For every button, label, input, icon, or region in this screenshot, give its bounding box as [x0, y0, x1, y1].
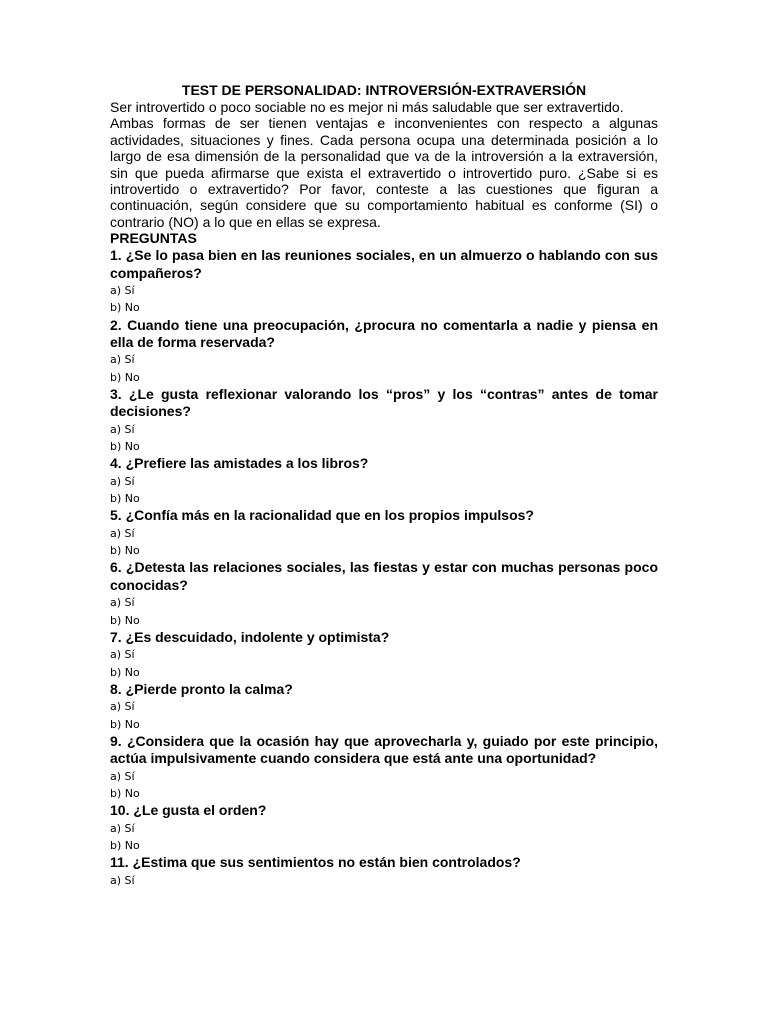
question-item	[110, 559, 658, 628]
answer-option-yes[interactable]: a) Sí	[110, 648, 135, 662]
question-item	[110, 317, 658, 386]
intro-section	[110, 99, 658, 230]
answer-option-no[interactable]: b) No	[110, 370, 140, 384]
question-item	[110, 733, 658, 802]
answer-option-yes[interactable]: a) Sí	[110, 526, 135, 540]
answer-option-no[interactable]: b) No	[110, 717, 140, 731]
question-item	[110, 247, 658, 316]
document-page	[110, 82, 658, 889]
answer-option-yes[interactable]: a) Sí	[110, 769, 135, 783]
question-item	[110, 455, 658, 507]
question-text: 7. ¿Es descuidado, indolente y optimista?	[110, 628, 390, 645]
question-text: 2. Cuando tiene una preocupación, ¿procura no comentarla a nadie y piensa en ella de forma reservada?	[110, 316, 658, 351]
answer-option-no[interactable]: b) No	[110, 838, 140, 852]
intro-paragraph: Ambas formas de ser tienen ventajas e inconvenientes con respecto a algunas actividades, situaciones y fines. Cada persona ocupa una determinada posición a lo largo de esa dimensión de la personalidad que va de la introversión a la extraversión, sin que pueda afirmarse que exista el extravertido o introvertido puro. ¿Sabe si es introvertido o extravertido? Por favor, conteste a las cuestiones que figuran a continuación, según considere que su comportamiento habitual es conforme (SI) o contrario (NO) a lo que en ellas se expresa.	[110, 115, 658, 230]
answer-option-no[interactable]: b) No	[110, 301, 140, 315]
question-item	[110, 681, 658, 733]
question-text: 5. ¿Confía más en la racionalidad que en los propios impulsos?	[110, 507, 534, 524]
question-item	[110, 802, 658, 854]
answer-option-no[interactable]: b) No	[110, 544, 140, 558]
answer-option-yes[interactable]: a) Sí	[110, 422, 135, 436]
answer-option-no[interactable]: b) No	[110, 440, 140, 454]
section-heading: PREGUNTAS	[110, 230, 197, 247]
answer-option-no[interactable]: b) No	[110, 786, 140, 800]
answer-option-yes[interactable]: a) Sí	[110, 700, 135, 714]
answer-option-no[interactable]: b) No	[110, 613, 140, 627]
answer-option-no[interactable]: b) No	[110, 665, 140, 679]
question-text: 4. ¿Prefiere las amistades a los libros?	[110, 455, 369, 472]
question-item	[110, 386, 658, 455]
answer-option-yes[interactable]: a) Sí	[110, 596, 135, 610]
answer-option-yes[interactable]: a) Sí	[110, 284, 135, 298]
question-text: 8. ¿Pierde pronto la calma?	[110, 680, 293, 697]
question-item	[110, 854, 658, 889]
answer-option-yes[interactable]: a) Sí	[110, 353, 135, 367]
question-text: 6. ¿Detesta las relaciones sociales, las fiestas y estar con muchas personas poco conocidas?	[110, 559, 658, 593]
question-text: 3. ¿Le gusta reflexionar valorando los “pros” y los “contras” antes de tomar decisiones?	[110, 386, 658, 420]
document-title: TEST DE PERSONALIDAD: INTROVERSIÓN-EXTRAVERSIÓN	[181, 82, 587, 98]
question-list	[110, 247, 658, 889]
answer-option-no[interactable]: b) No	[110, 492, 140, 506]
question-item	[110, 629, 658, 681]
question-text: 9. ¿Considera que la ocasión hay que aprovecharla y, guiado por este principio, actúa impulsivamente cuando considera que está ante una oportunidad?	[110, 732, 658, 767]
question-text: 10. ¿Le gusta el orden?	[110, 802, 267, 819]
question-text: 11. ¿Estima que sus sentimientos no están bien controlados?	[110, 854, 521, 871]
answer-option-yes[interactable]: a) Sí	[110, 474, 135, 488]
question-item	[110, 507, 658, 559]
answer-option-yes[interactable]: a) Sí	[110, 821, 135, 835]
answer-option-yes[interactable]: a) Sí	[110, 873, 135, 887]
intro-paragraph: Ser introvertido o poco sociable no es mejor ni más saludable que ser extravertido.	[110, 99, 624, 115]
question-text: 1. ¿Se lo pasa bien en las reuniones sociales, en un almuerzo o hablando con sus compañeros?	[110, 247, 658, 281]
